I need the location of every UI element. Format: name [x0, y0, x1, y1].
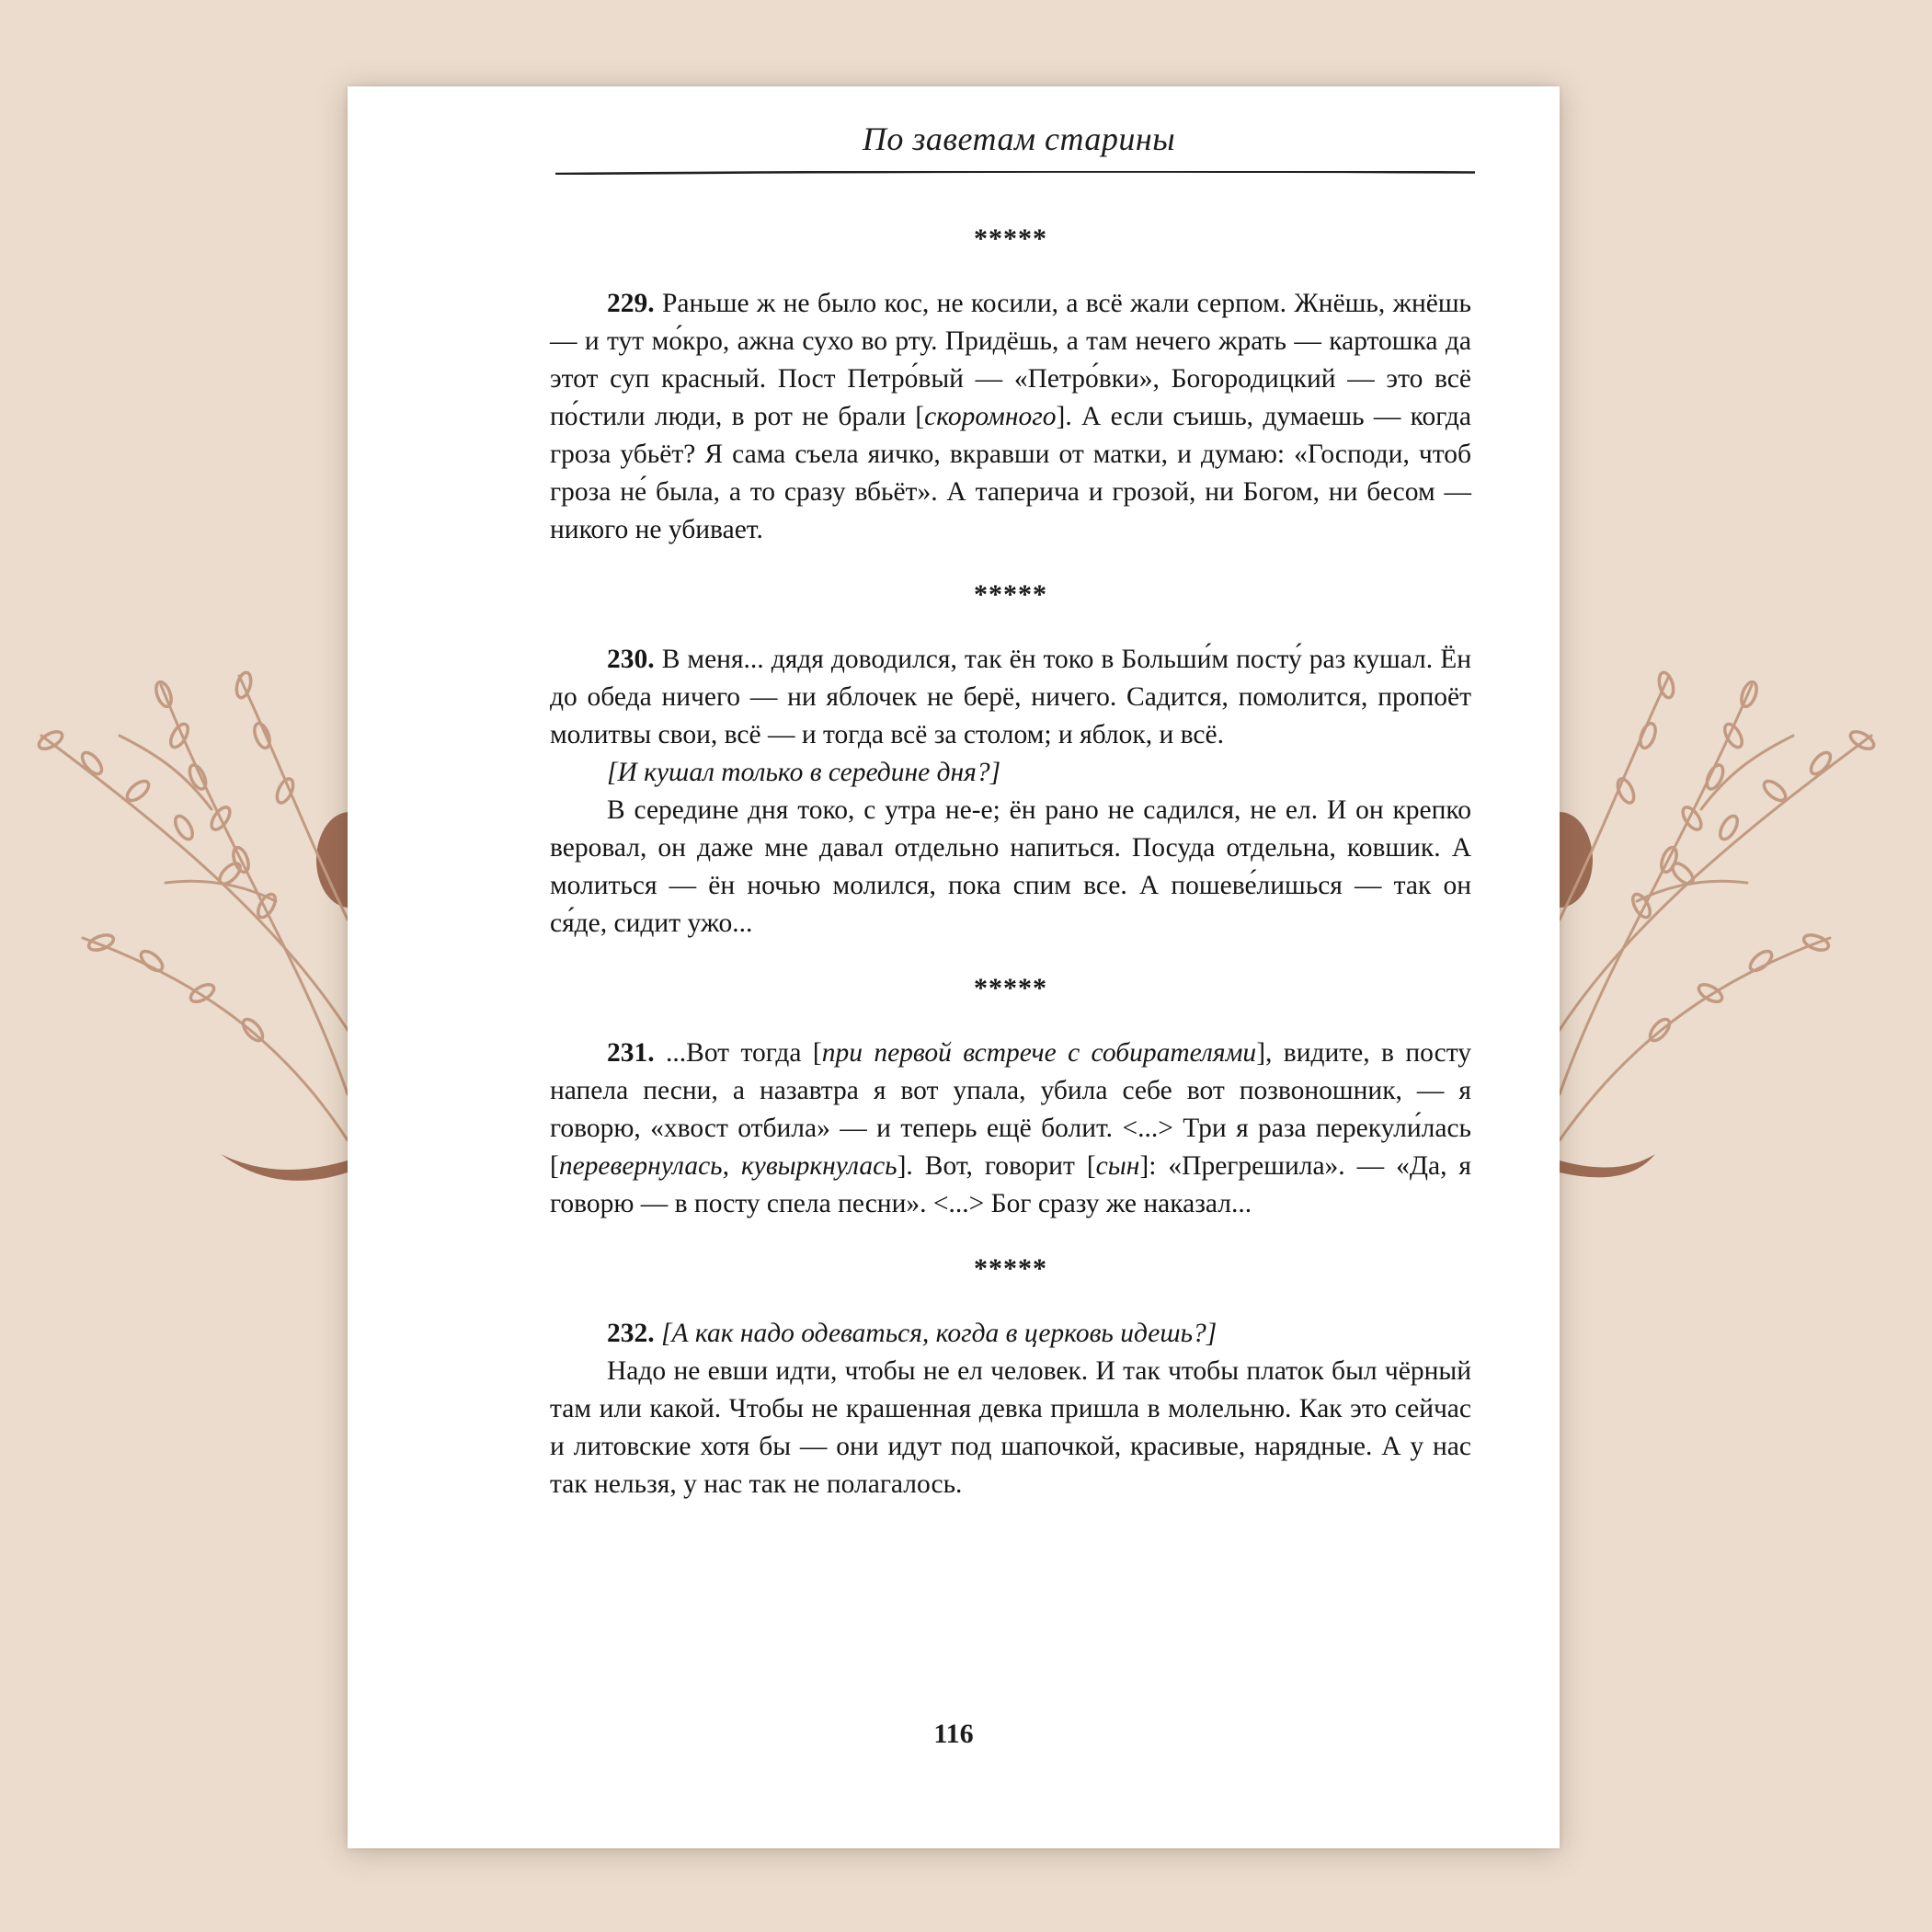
- editor-gloss: при первой встрече с собирателями: [821, 1038, 1257, 1068]
- entry-number: 232.: [607, 1319, 655, 1348]
- entry-231: [550, 1035, 1471, 1223]
- header-rule: [555, 171, 1475, 175]
- entry-229: [550, 285, 1471, 549]
- entry-text: В меня... дядя доводился, так ён токо в Больши́м посту́ раз кушал. Ён до обеда ничего — ни яблочек не берё, ничего. Садится, помолится, пропоёт молитвы свои, всё — и тогда всё за столом; и яблок, и всё.: [550, 645, 1472, 749]
- section-separator: *****: [974, 1253, 1047, 1284]
- book-page: [348, 86, 1560, 1848]
- entry-230: [550, 641, 1471, 754]
- entry-232: [550, 1315, 1471, 1353]
- interviewer-question: [А как надо одеваться, когда в церковь идешь?]: [661, 1319, 1218, 1348]
- entry-text: В середине дня токо, с утра не-е; ён рано не садился, не ел. И он крепко веровал, он даже мне давал отдельно напиться. Посуда отдельна, ковшик. А молиться — ён ночью молился, пока спим все. А пошеве́лишься — так он ся́де, сидит ужо...: [550, 795, 1471, 938]
- interviewer-question: [И кушал только в середине дня?]: [607, 758, 1001, 787]
- entry-text: ]. А если съишь, думаешь — когда гроза убьёт? Я сама съела яичко, вкравши от матки, и думаю: «Господи, чтоб гроза не́ была, а то сразу вбьёт». А таперича и грозой, ни Богом, ни бесом — никого не убивает.: [550, 402, 1471, 544]
- page-body: [550, 204, 1471, 1503]
- entry-text: ]. Вот, говорит [: [897, 1151, 1096, 1181]
- entry-number: 231.: [607, 1038, 655, 1068]
- entry-number: 229.: [607, 289, 655, 318]
- entry-number: 230.: [607, 645, 655, 674]
- section-separator: *****: [974, 973, 1047, 1003]
- section-separator: *****: [974, 223, 1047, 254]
- entry-text: Надо не евши идти, чтобы не ел человек. И так чтобы платок был чёрный там или какой. Чтобы не крашенная девка пришла в молельню. Как это сейчас и литовские хотя бы — они идут под шапочкой, красивые, нарядные. А у нас так нельзя, у нас так не полагалось.: [550, 1356, 1471, 1499]
- running-title: По заветам старины: [862, 120, 1176, 157]
- entry-text: ], видите, в посту напела песни, а назавтра я вот упала, убила себе вот позвоношник, — я говорю, «хвост отбила» — и теперь ещё болит. <...> Три я раза перекули́лась [: [550, 1038, 1471, 1181]
- page-number: 116: [933, 1719, 974, 1749]
- editor-gloss: сын: [1095, 1151, 1140, 1181]
- section-separator: *****: [974, 579, 1047, 610]
- entry-text: ]: «Прегрешила». — «Да, я говорю — в посту спела песни». <...> Бог сразу же наказал...: [550, 1151, 1472, 1218]
- entry-text: Раньше ж не было кос, не косили, а всё жали серпом. Жнёшь, жнёшь — и тут мо́кро, ажна сухо во рту. Придёшь, а там нечего жрать — картошка да этот суп красный. Пост Петро́вый — «Петро́вки», Богородицкий — это всё по́стили люди, в рот не брали [: [550, 289, 1472, 431]
- editor-gloss: перевернулась, кувыркнулась: [558, 1151, 897, 1181]
- entry-text: ...Вот тогда [: [654, 1038, 822, 1068]
- editor-gloss: скоромного: [924, 402, 1057, 431]
